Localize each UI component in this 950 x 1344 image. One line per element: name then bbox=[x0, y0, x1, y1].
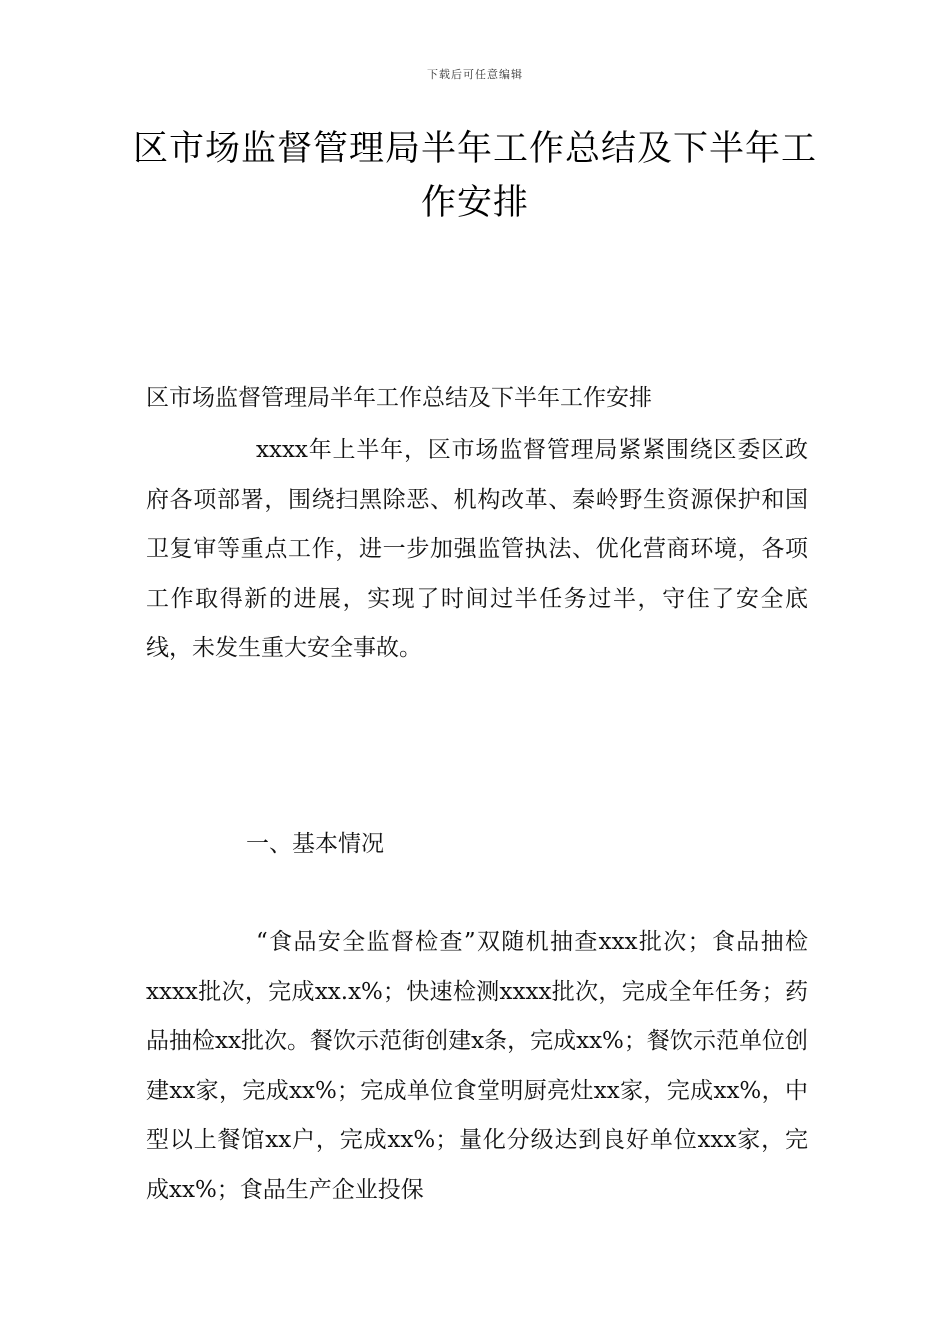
section-heading: 一、基本情况 bbox=[246, 831, 384, 857]
intro-paragraph-text: xxxx年上半年，区市场监督管理局紧紧围绕区委区政府各项部署，围绕扫黑除恶、机构改革、秦岭野生资源保护和国卫复审等重点工作，进一步加强监管执法、优化营商环境，各项工作取得新的进展，实现了时间过半任务过半，守住了安全底线，未发生重大安全事故。 bbox=[146, 437, 808, 661]
basic-situation-paragraph bbox=[146, 918, 808, 1215]
basic-situation-paragraph-text: “食品安全监督检查”双随机抽查xxx批次；食品抽检xxxx批次，完成xx.x%；快速检测xxxx批次，完成全年任务；药品抽检xx批次。餐饮示范街创建x条，完成xx%；餐饮示范单位创建xx家，完成xx%；完成单位食堂明厨亮灶xx家，完成xx%，中型以上餐馆xx户，完成xx%；量化分级达到良好单位xxx家，完成xx%；食品生产企业投保 bbox=[146, 929, 808, 1203]
header-note: 下载后可任意编辑 bbox=[427, 68, 523, 81]
subtitle-line: 区市场监督管理局半年工作总结及下半年工作安排 bbox=[146, 385, 652, 411]
document-title: 区市场监督管理局半年工作总结及下半年工作安排 bbox=[132, 129, 817, 223]
intro-paragraph bbox=[146, 426, 808, 674]
